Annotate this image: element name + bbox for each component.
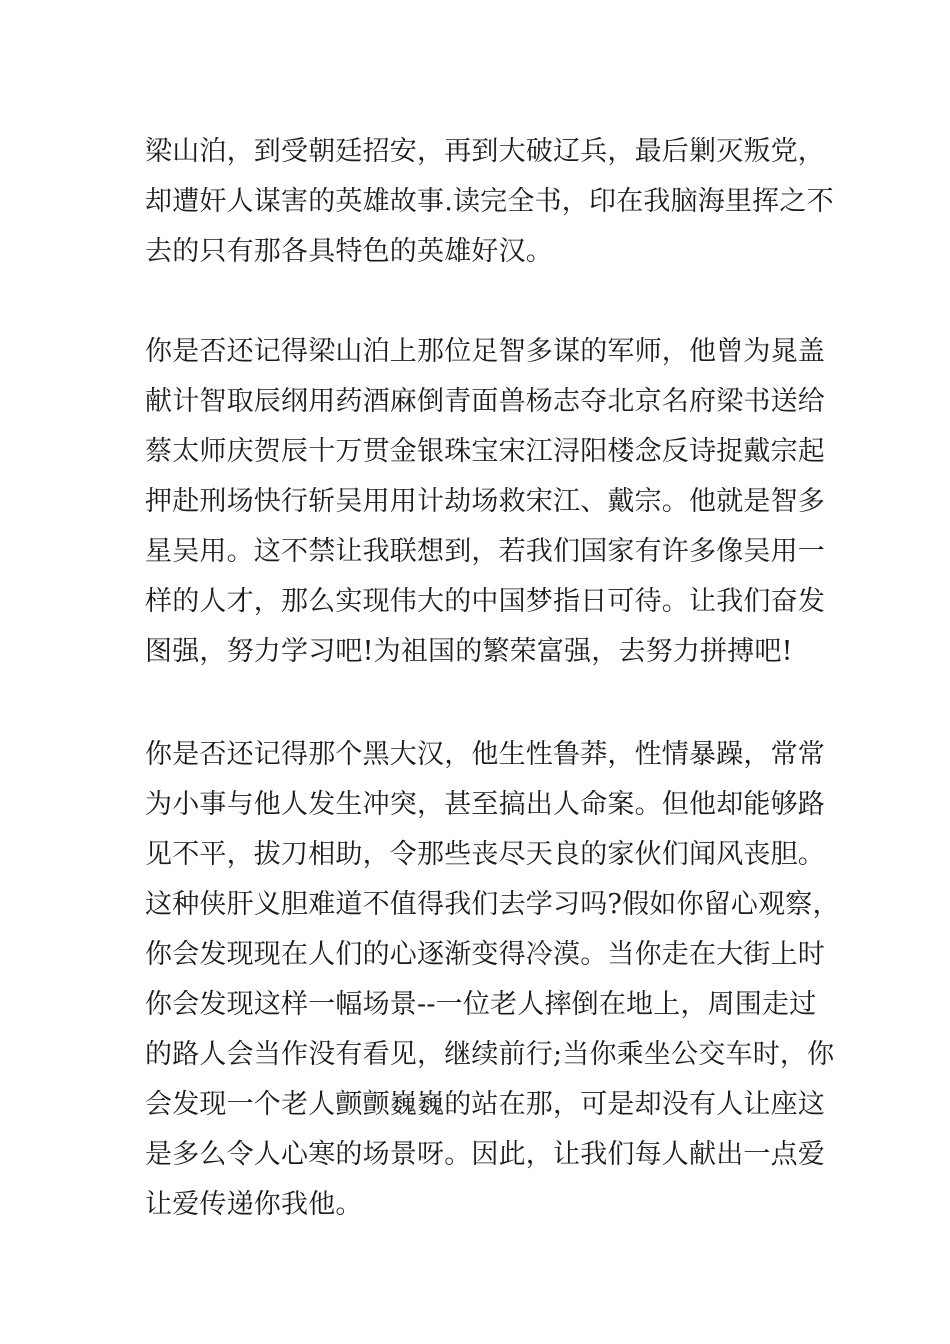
text-line: 你是否还记得那个黑大汉，他生性鲁莽，性情暴躁，常常 [145, 739, 825, 770]
text-line: 你是否还记得梁山泊上那位足智多谋的军师，他曾为晁盖 [145, 336, 825, 367]
text-line: 的路人会当作没有看见，继续前行;当你乘坐公交车时，你 [145, 1039, 835, 1070]
text-line: 图强，努力学习吧!为祖国的繁荣富强，去努力拼搏吧! [145, 636, 793, 667]
text-line: 献计智取辰纲用药酒麻倒青面兽杨志夺北京名府梁书送给 [145, 386, 825, 417]
text-line: 样的人才，那么实现伟大的中国梦指日可待。让我们奋发 [145, 586, 825, 617]
text-line: 去的只有那各具特色的英雄好汉。 [145, 236, 553, 267]
text-line: 这种侠肝义胆难道不值得我们去学习吗?假如你留心观察， [145, 889, 840, 920]
text-line: 星吴用。这不禁让我联想到，若我们国家有许多像吴用一 [145, 536, 825, 567]
text-line: 却遭奸人谋害的英雄故事.读完全书，印在我脑海里挥之不 [145, 186, 834, 217]
text-line: 见不平，拔刀相助，令那些丧尽天良的家伙们闻风丧胆。 [145, 839, 825, 870]
text-line: 是多么令人心寒的场景呀。因此，让我们每人献出一点爱 [145, 1139, 825, 1170]
text-line: 押赴刑场快行斩吴用用计劫场救宋江、戴宗。他就是智多 [145, 486, 825, 517]
text-line: 你会发现现在人们的心逐渐变得冷漠。当你走在大街上时 [145, 939, 825, 970]
text-line: 蔡太师庆贺辰十万贯金银珠宝宋江浔阳楼念反诗捉戴宗起 [145, 436, 825, 467]
text-line: 你会发现这样一幅场景--一位老人摔倒在地上，周围走过 [145, 989, 817, 1020]
text-line: 让爱传递你我他。 [145, 1189, 363, 1220]
text-line: 梁山泊，到受朝廷招安，再到大破辽兵，最后剿灭叛党， [145, 136, 825, 167]
text-line: 会发现一个老人颤颤巍巍的站在那，可是却没有人让座这 [145, 1089, 825, 1120]
text-line: 为小事与他人发生冲突，甚至搞出人命案。但他却能够路 [145, 789, 825, 820]
